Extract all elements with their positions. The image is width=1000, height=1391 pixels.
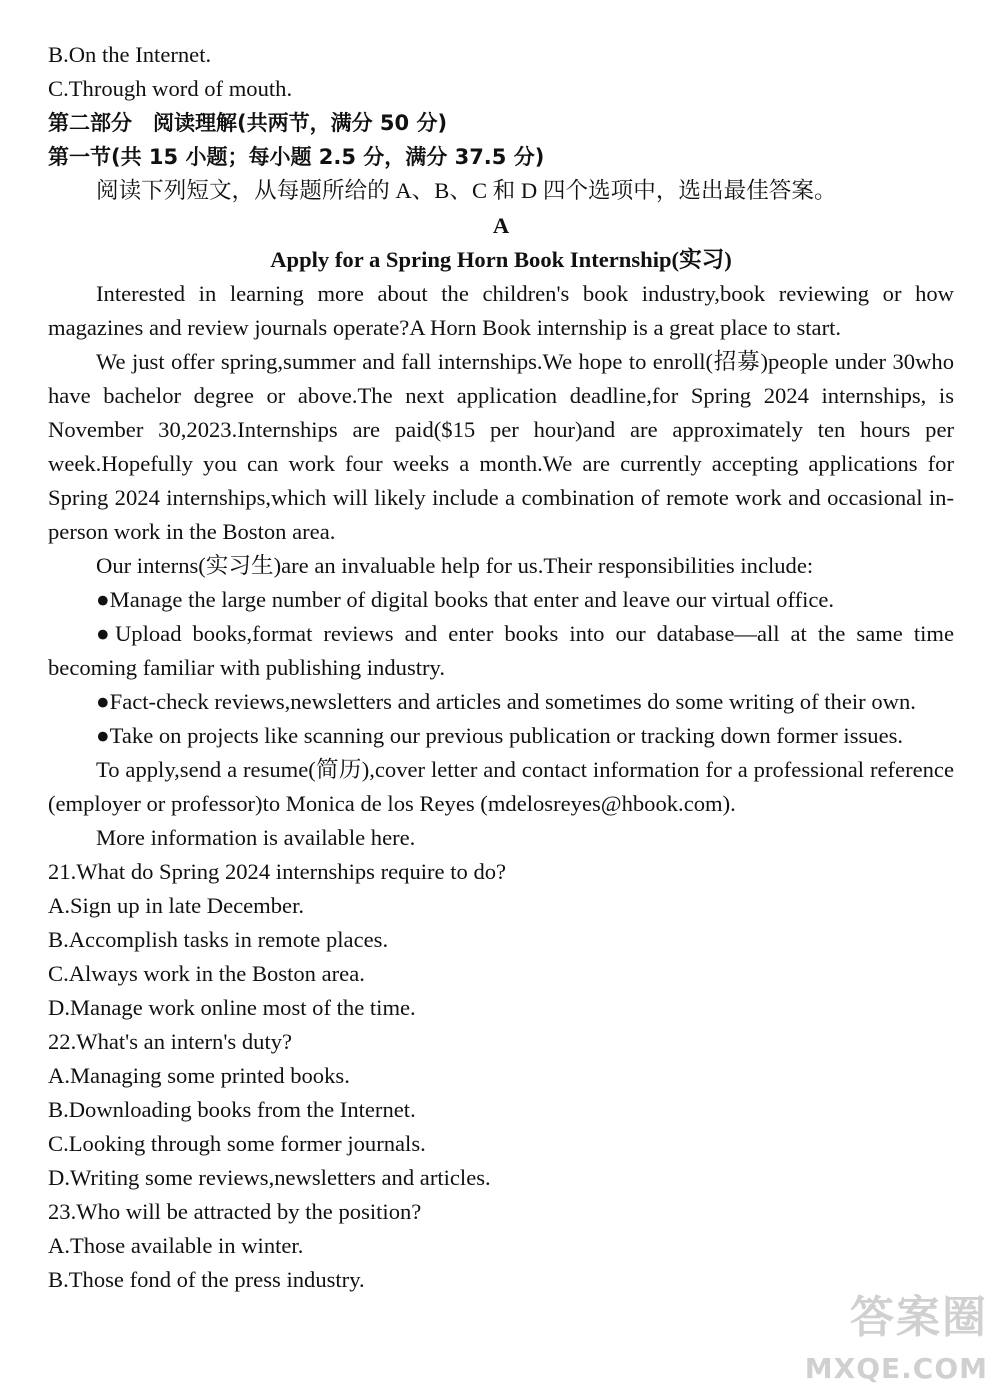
passage-apply-paragraph: To apply,send a resume(简历),cover letter and contact information for a professional reference (employer or professor)to Monica de los Reyes (mdelosreyes@hbook.com). bbox=[48, 757, 954, 816]
question-21-stem: 21.What do Spring 2024 internships require to do? bbox=[48, 859, 507, 884]
question-21-option-b: B.Accomplish tasks in remote places. bbox=[48, 927, 389, 952]
option-b-previous: B.On the Internet. bbox=[48, 42, 212, 67]
question-23-stem: 23.Who will be attracted by the position? bbox=[48, 1199, 422, 1224]
watermark-url: MXQE.COM bbox=[804, 1352, 988, 1385]
question-23-option-b: B.Those fond of the press industry. bbox=[48, 1267, 365, 1292]
responsibility-item: ●Take on projects like scanning our previous publication or tracking down former issues. bbox=[96, 723, 904, 748]
responsibility-item: ●Manage the large number of digital books that enter and leave our virtual office. bbox=[96, 587, 835, 612]
site-watermark bbox=[800, 1281, 990, 1385]
passage-paragraph-1: Interested in learning more about the children's book industry,book reviewing or how magazines and review journals operate?A Horn Book internship is a great place to start. bbox=[48, 281, 954, 340]
option-c-previous: C.Through word of mouth. bbox=[48, 76, 293, 101]
responsibility-item: ●Upload books,format reviews and enter books into our database—all at the same time becoming familiar with publishing industry. bbox=[48, 621, 954, 680]
watermark-logo-text: 答案圈 bbox=[850, 1292, 988, 1343]
question-22-option-a: A.Managing some printed books. bbox=[48, 1063, 350, 1088]
section-heading: 第二部分 阅读理解(共两节，满分 50 分) bbox=[48, 111, 448, 135]
passage-title: Apply for a Spring Horn Book Internship(实习) bbox=[270, 247, 732, 272]
question-21-option-d: D.Manage work online most of the time. bbox=[48, 995, 416, 1020]
question-22-option-c: C.Looking through some former journals. bbox=[48, 1131, 426, 1156]
question-23-option-a: A.Those available in winter. bbox=[48, 1233, 304, 1258]
question-21-option-c: C.Always work in the Boston area. bbox=[48, 961, 365, 986]
subsection-heading: 第一节(共 15 小题；每小题 2.5 分，满分 37.5 分) bbox=[48, 145, 545, 169]
responsibility-item: ●Fact-check reviews,newsletters and articles and sometimes do some writing of their own. bbox=[96, 689, 916, 714]
question-22-stem: 22.What's an intern's duty? bbox=[48, 1029, 293, 1054]
question-22-option-d: D.Writing some reviews,newsletters and articles. bbox=[48, 1165, 491, 1190]
instructions: 阅读下列短文，从每题所给的 A、B、C 和 D 四个选项中，选出最佳答案。 bbox=[96, 178, 837, 203]
passage-paragraph-2: We just offer spring,summer and fall internships.We hope to enroll(招募)people under 30who have bachelor degree or above.The next application deadline,for Spring 2024 internships, is November 30,2023.Internships are paid($15 per hour)and are approximately ten hours per week.Hopefully you can work four weeks a month.We are currently accepting applications for Spring 2024 internships,which will likely include a combination of remote work and occasional in-person work in the Boston area. bbox=[48, 349, 954, 544]
passage-paragraph-3: Our interns(实习生)are an invaluable help for us.Their responsibilities include: bbox=[96, 553, 814, 578]
passage-letter: A bbox=[492, 213, 510, 238]
passage-more-info: More information is available here. bbox=[96, 825, 416, 850]
question-21-option-a: A.Sign up in late December. bbox=[48, 893, 304, 918]
question-22-option-b: B.Downloading books from the Internet. bbox=[48, 1097, 416, 1122]
